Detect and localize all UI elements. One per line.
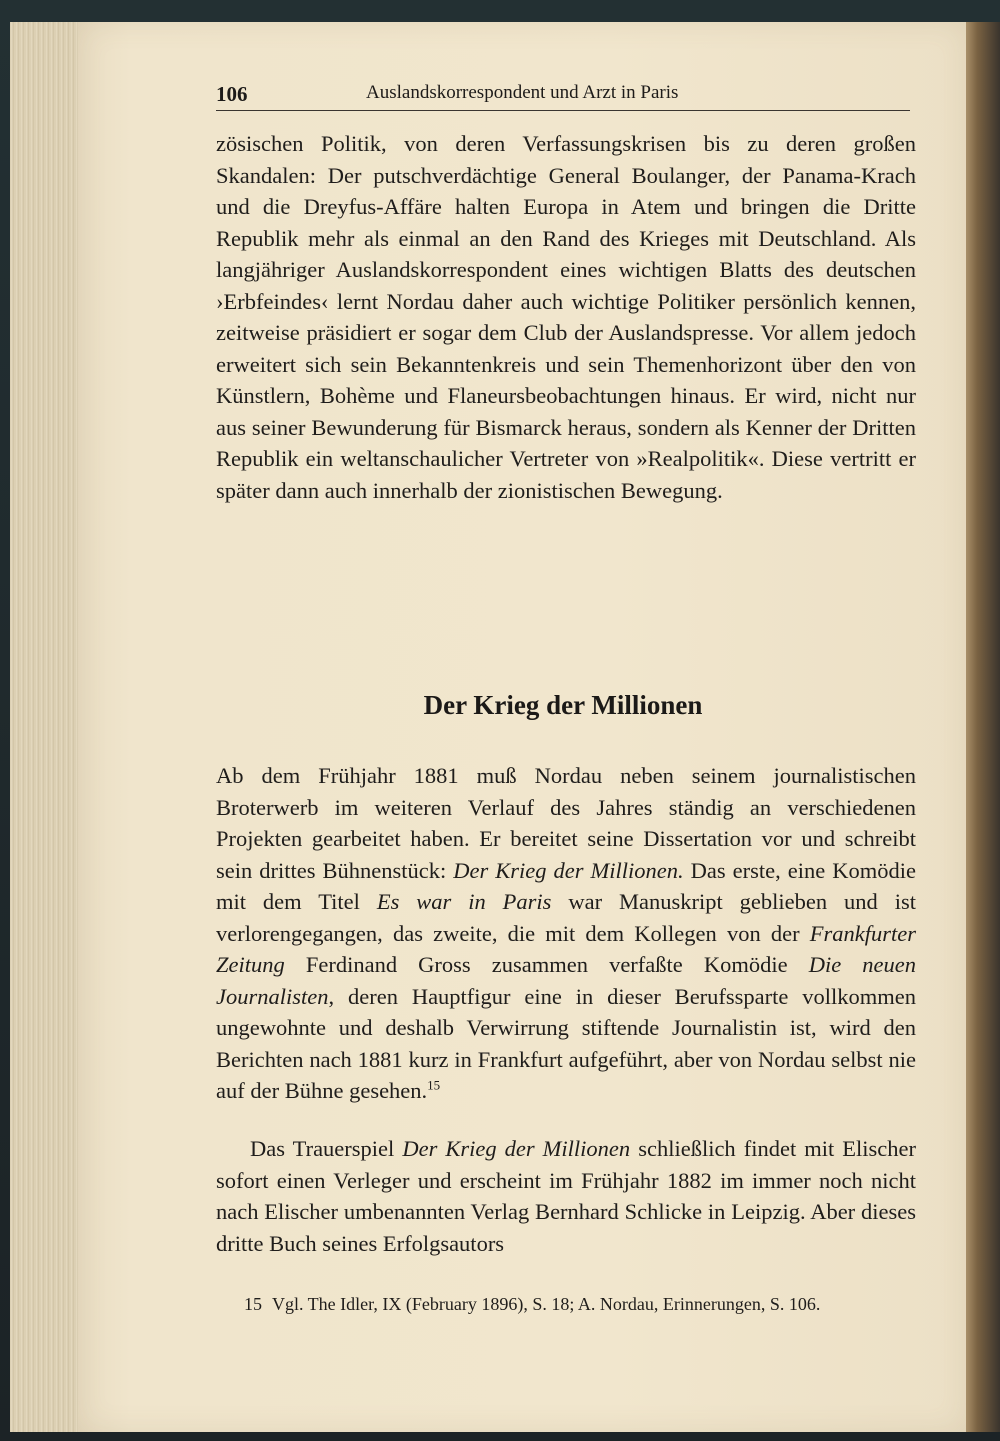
running-head: Auslandskorrespondent und Arzt in Paris xyxy=(366,82,679,103)
book-gutter xyxy=(962,22,1000,1432)
paragraph-2-text-2: Das erste, eine Komödie mit dem Titel xyxy=(216,857,916,914)
footnote-number: 15 xyxy=(244,1294,262,1314)
paragraph-3-text-1: Das Trauerspiel xyxy=(250,1136,403,1161)
paragraph-2 xyxy=(216,760,916,1107)
paragraph-1: zösischen Politik, von deren Verfassungskrisen bis zu deren großen Skandalen: Der putschverdächtige General Boulanger, der Panama-Krach und die Dreyfus-Affäre halten Europa in Atem und bringen die Dritte Republik mehr als einmal an den Rand des Krieges mit Deutschland. Als langjähriger Auslandskorrespondent eines wichtigen Blatts des deutschen ›Erbfeindes‹ lernt Nordau daher auch wichtige Politiker persönlich kennen, zeitweise präsidiert er sogar dem Club der Auslandspresse. Vor allem jedoch erweitert sich sein Bekanntenkreis und sein Themenhorizont über den von Künstlern, Bohème und Flaneursbeobachtungen hinaus. Er wird, nicht nur aus seiner Bewunderung für Bismarck heraus, sondern als Kenner der Dritten Republik ein weltanschaulicher Vertreter von »Realpolitik«. Diese vertritt er später dann auch innerhalb der zionistischen Bewegung. xyxy=(216,131,916,503)
section-heading: Der Krieg der Millionen xyxy=(423,690,703,720)
paragraph-2-title-4: Die neuen Journalisten xyxy=(216,952,917,1009)
paragraph-2-title-2: Es war in Paris xyxy=(376,889,552,914)
paragraph-2-text-3: war Manuskript geblieben und ist verlorengegangen, das zweite, die mit dem Kollegen von der xyxy=(216,889,917,946)
book-page-edges xyxy=(10,22,83,1432)
paragraph-3-text-2: schließlich findet mit Elischer sofort einen Verleger und erscheint im Frühjahr 1882 im immer noch nicht nach Elischer umbenannten Verlag Bernhard Schlicke in Leipzig. Aber dieses dritte Buch seines Erfolgsautors xyxy=(216,1136,916,1256)
paragraph-2-text-5: , deren Hauptfigur eine in dieser Berufssparte vollkommen ungewohnte und deshalb Verwirrung stiftende Journalistin ist, wird den Berichten nach 1881 kurz in Frankfurt aufgeführt, aber von Nordau selbst nie auf der Bühne gesehen. xyxy=(216,983,916,1103)
footnote-reference[interactable]: 15 xyxy=(427,1077,441,1093)
footnote xyxy=(244,1294,820,1315)
page-number: 106 xyxy=(216,82,248,106)
paragraph-2-title-3: Frankfurter Zeitung xyxy=(216,920,916,977)
paragraph-3 xyxy=(216,1133,916,1259)
page-header xyxy=(216,80,910,111)
paragraph-2-text-1: Ab dem Frühjahr 1881 muß Nordau neben seinem journalistischen Broterwerb im weiteren Verlauf des Jahres ständig an verschiedenen Projekten gearbeitet haben. Er bereitet seine Dissertation vor und schreibt sein drittes Bühnenstück: xyxy=(216,763,916,883)
paragraph-3-title-1: Der Krieg der Millionen xyxy=(402,1136,631,1161)
paragraph-2-title-1: Der Krieg der Millionen. xyxy=(453,857,684,883)
footnote-text: Vgl. The Idler, IX (February 1896), S. 18; A. Nordau, Erinnerungen, S. 106. xyxy=(272,1294,821,1314)
paragraph-2-text-4: Ferdinand Gross zusammen verfaßte Komödie xyxy=(284,952,809,977)
